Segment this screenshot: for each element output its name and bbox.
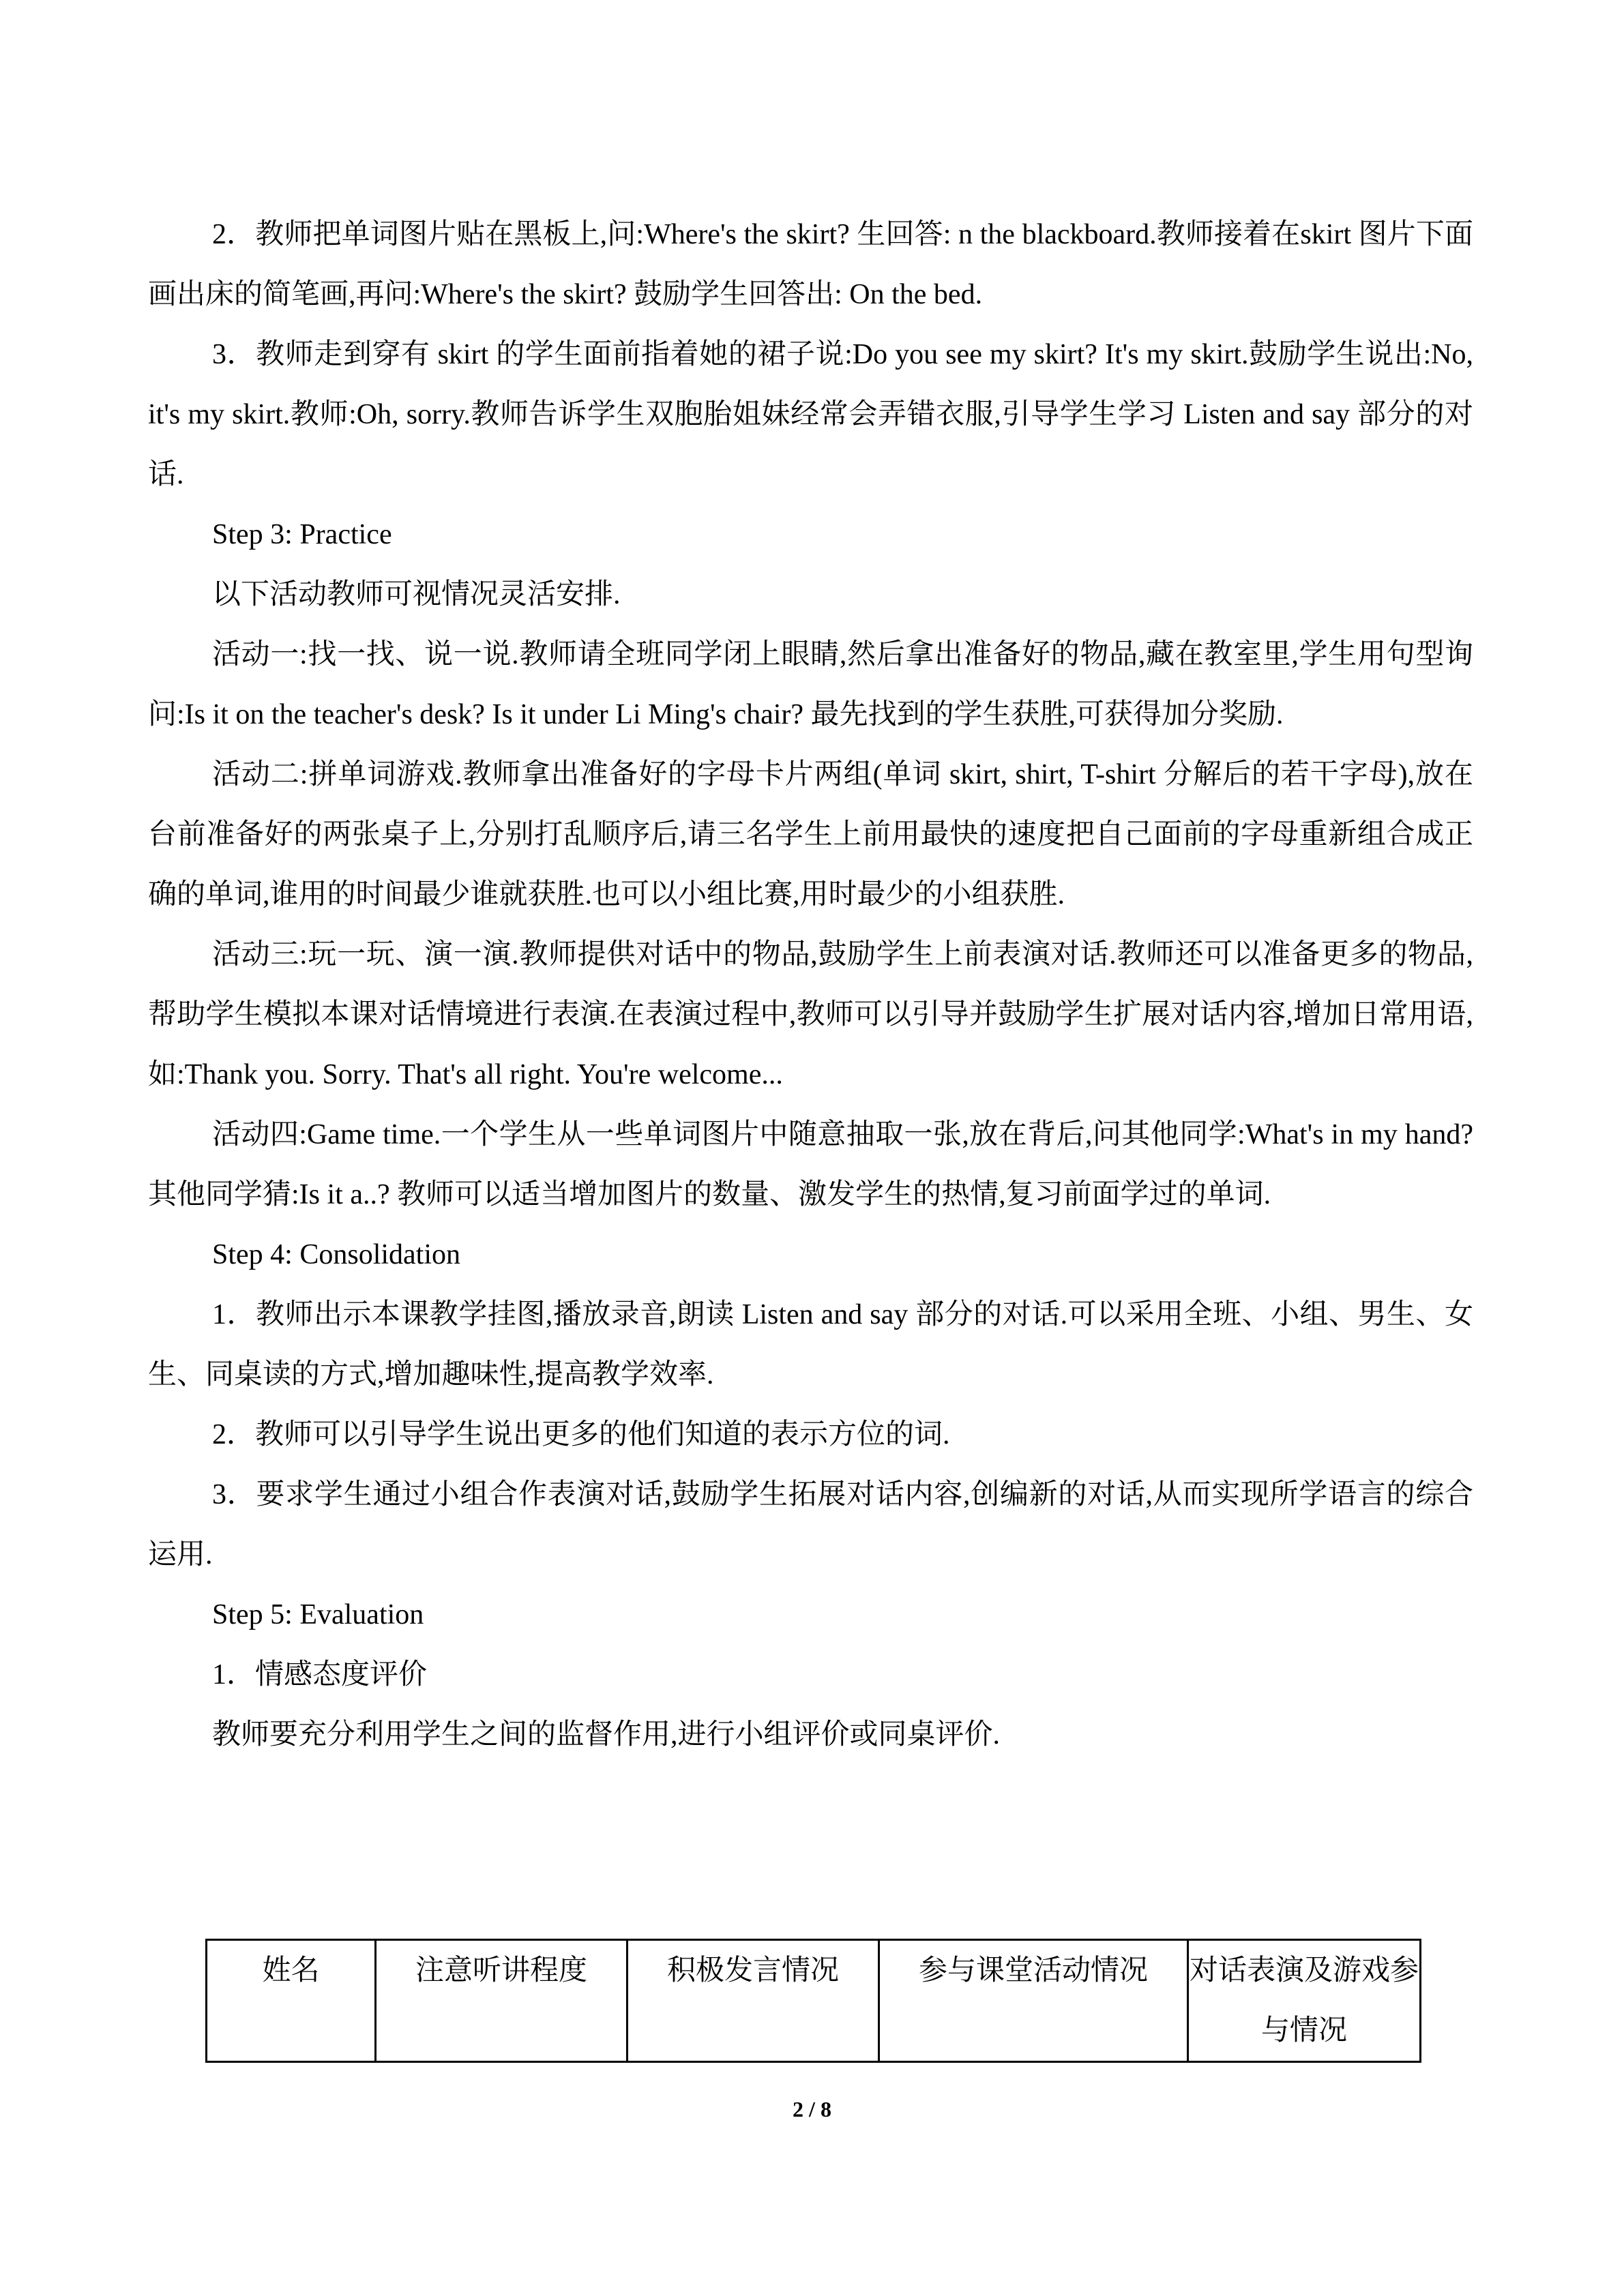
paragraph: 2．教师把单词图片贴在黑板上,问:Where's the skirt? 生回答: n the blackboard.教师接着在skirt 图片下面画出床的简笔画,再问:Where's the skirt? 鼓励学生回答出: On the bed. (148, 219, 1473, 310)
paragraph: 1．情感态度评价 (212, 1659, 428, 1690)
paragraph: 活动三:玩一玩、演一演.教师提供对话中的物品,鼓励学生上前表演对话.教师还可以准备更多的物品,帮助学生模拟本课对话情境进行表演.在表演过程中,教师可以引导并鼓励学生扩展对话内容,增加日常用语,如:Thank you. Sorry. That's all right. You're welcome... (148, 939, 1473, 1090)
paragraph: 活动一:找一找、说一说.教师请全班同学闭上眼睛,然后拿出准备好的物品,藏在教室里,学生用句型询问:Is it on the teacher's desk? Is it under Li Ming's chair? 最先找到的学生获胜,可获得加分奖励. (148, 639, 1473, 730)
step-heading: Step 4: Consolidation (212, 1239, 461, 1270)
document-body (148, 205, 1473, 1765)
paragraph: 3．教师走到穿有 skirt 的学生面前指着她的裙子说:Do you see my skirt? It's my skirt.鼓励学生说出:No, it's my skirt.教师:Oh, sorry.教师告诉学生双胞胎姐妹经常会弄错衣服,引导学生学习 Listen and say 部分的对话. (148, 339, 1473, 490)
paragraph: 1．教师出示本课教学挂图,播放录音,朗读 Listen and say 部分的对话.可以采用全班、小组、男生、女生、同桌读的方式,增加趣味性,提高教学效率. (148, 1299, 1473, 1390)
paragraph: 3．要求学生通过小组合作表演对话,鼓励学生拓展对话内容,创编新的对话,从而实现所学语言的综合运用. (148, 1479, 1473, 1570)
table-header-cell: 姓名 (207, 1940, 376, 2062)
paragraph: 活动四:Game time.一个学生从一些单词图片中随意抽取一张,放在背后,问其他同学:What's in my hand? 其他同学猜:Is it a..? 教师可以适当增加图片的数量、激发学生的热情,复习前面学过的单词. (148, 1119, 1473, 1210)
paragraph: 以下活动教师可视情况灵活安排. (212, 579, 621, 610)
step-heading: Step 5: Evaluation (212, 1599, 424, 1630)
table-header-cell: 注意听讲程度 (376, 1940, 628, 2062)
table-header-cell: 对话表演及游戏参与情况 (1188, 1940, 1421, 2062)
paragraph: 2．教师可以引导学生说出更多的他们知道的表示方位的词. (212, 1419, 950, 1450)
evaluation-table (205, 1939, 1421, 2063)
page-number: 2 / 8 (793, 2097, 831, 2121)
table-header-row (207, 1940, 1421, 2062)
table-header-cell: 参与课堂活动情况 (879, 1940, 1188, 2062)
paragraph: 活动二:拼单词游戏.教师拿出准备好的字母卡片两组(单词 skirt, shirt, T-shirt 分解后的若干字母),放在台前准备好的两张桌子上,分别打乱顺序后,请三名学生上前用最快的速度把自己面前的字母重新组合成正确的单词,谁用的时间最少谁就获胜.也可以小组比赛,用时最少的小组获胜. (148, 759, 1473, 910)
step-heading: Step 3: Practice (212, 519, 392, 550)
paragraph: 教师要充分利用学生之间的监督作用,进行小组评价或同桌评价. (212, 1719, 1001, 1750)
table-header-cell: 积极发言情况 (628, 1940, 879, 2062)
